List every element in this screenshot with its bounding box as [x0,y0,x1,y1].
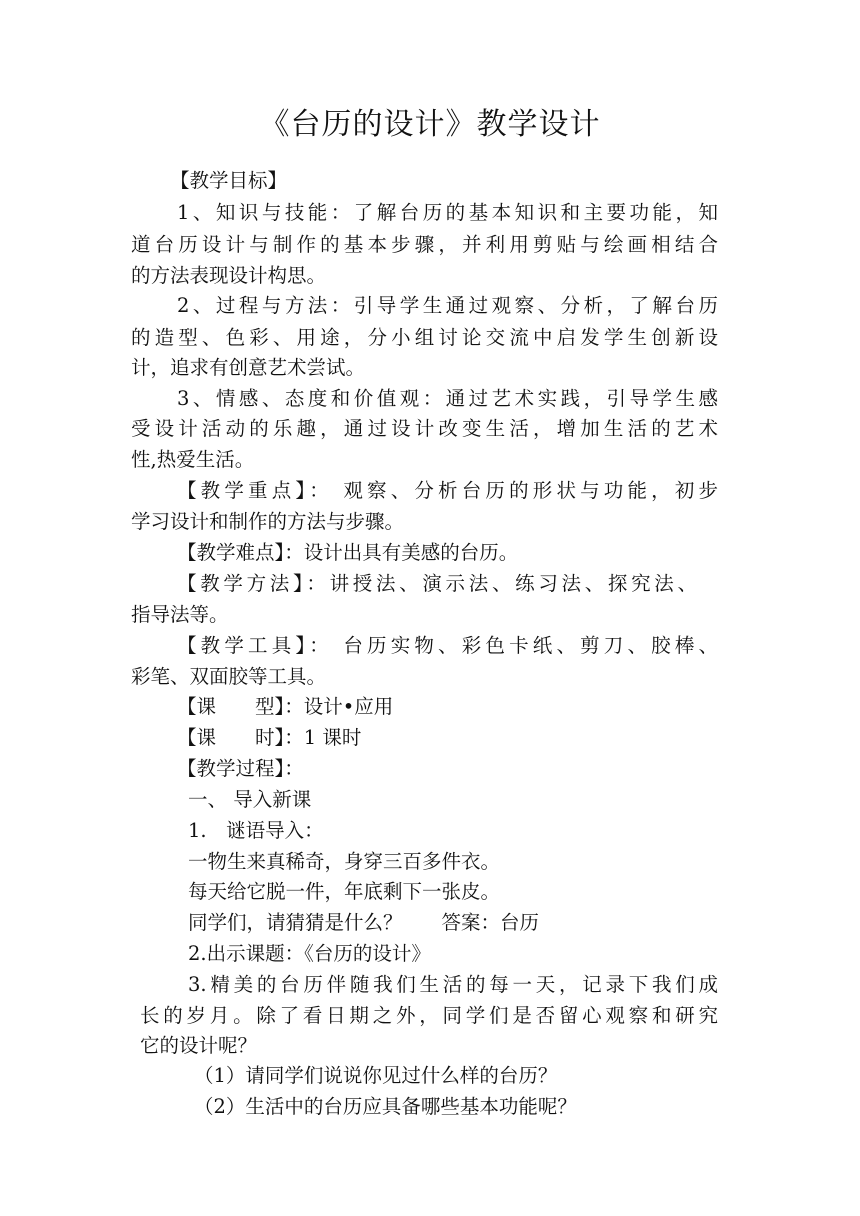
methods-line: 【教学方法】：讲授法、演示法、练习法、探究法、 [177,572,697,595]
paragraph-line: 学习设计和制作的方法与步骤。 [131,510,405,533]
paragraph-line: 2.出示课题：《台历的设计》 [188,942,431,965]
paragraph-line: 2、过程与方法：引导学生通过观察、分析，了解台历 [177,294,718,317]
paragraph-line: 1、知识与技能：了解台历的基本知识和主要功能，知 [177,201,718,224]
riddle-line: 一物生来真稀奇，身穿三百多件衣。 [188,850,501,873]
section-heading: 一、 导入新课 [188,788,312,811]
paragraph-line: 3、情感、态度和价值观：通过艺术实践，引导学生感 [177,387,718,410]
key-points-line: 【教学重点】： 观察、分析台历的形状与功能，初步 [177,479,718,502]
paragraph-line: 它的设计呢？ [140,1034,258,1057]
lesson-type-line: 【课 型】：设计•应用 [177,695,394,718]
paragraph-line: 计，追求有创意艺术尝试。 [131,356,366,379]
paragraph-line: 1. 谜语导入： [188,819,324,842]
question-line: （2）生活中的台历应具备哪些基本功能呢？ [194,1095,577,1118]
process-heading: 【教学过程】： [177,757,304,780]
paragraph-line: 道台历设计与制作的基本步骤，并利用剪贴与绘画相结合 [131,233,718,256]
paragraph-line: 3.精美的台历伴随我们生活的每一天，记录下我们成 [188,973,718,996]
paragraph-line: 彩笔、双面胶等工具。 [131,665,327,688]
paragraph-line: 长的岁月。除了看日期之外，同学们是否留心观察和研究 [140,1004,718,1027]
question-line: （1）请同学们说说你见过什么样的台历？ [194,1064,558,1087]
heading-objectives: 【教学目标】 [170,169,288,192]
paragraph-line: 的造型、色彩、用途，分小组讨论交流中启发学生创新设 [131,326,718,349]
riddle-line: 每天给它脱一件，年底剩下一张皮。 [188,880,501,903]
lesson-hours-line: 【课 时】：1 课时 [177,726,362,749]
paragraph-line: 指导法等。 [131,603,229,626]
document-title: 《台历的设计》教学设计 [259,107,601,142]
paragraph-line: 的方法表现设计构思。 [131,264,327,287]
paragraph-line: 受设计活动的乐趣，通过设计改变生活，增加生活的艺术 [131,417,718,440]
paragraph-line: 同学们，请猜猜是什么？ 答案：台历 [188,911,540,934]
tools-line: 【教学工具】： 台历实物、彩色卡纸、剪刀、胶棒、 [177,634,718,657]
paragraph-line: 性,热爱生活。 [131,448,255,471]
difficulty-line: 【教学难点】：设计出具有美感的台历。 [177,541,519,564]
